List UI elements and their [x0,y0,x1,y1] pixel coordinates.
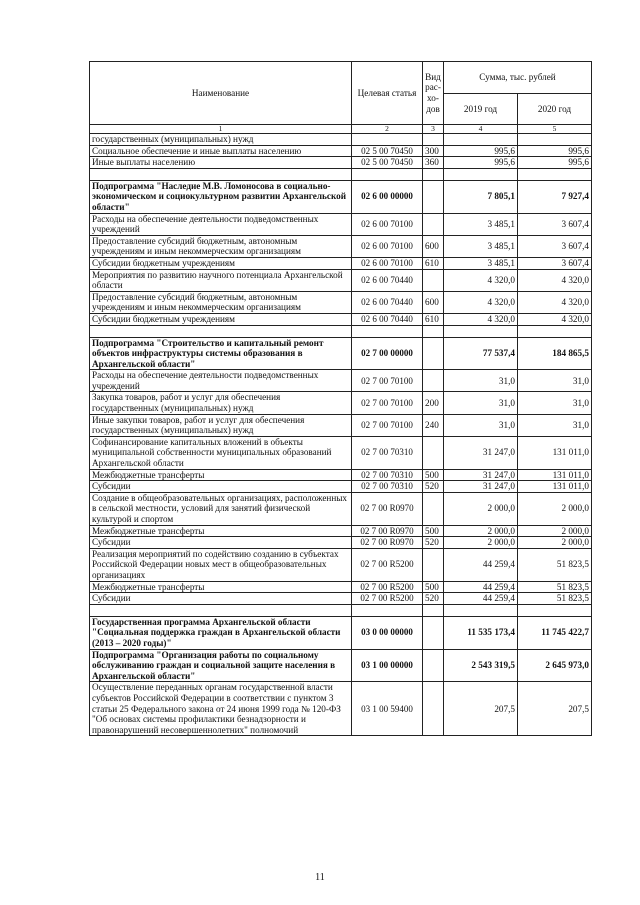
row-amount-2020: 131 011,0 [518,469,592,481]
row-amount-2019: 31 247,0 [444,436,518,469]
row-target-code: 02 7 00 R5200 [352,581,423,593]
row-expense-type: 300 [423,145,444,157]
row-amount-2020: 51 823,5 [518,548,592,581]
row-amount-2019: 31,0 [444,392,518,414]
row-expense-type [423,492,444,525]
row-amount-2019: 11 535 173,4 [444,616,518,649]
budget-table [89,61,592,736]
row-expense-type [423,649,444,682]
row-amount-2020: 4 320,0 [518,313,592,325]
row-target-code: 02 7 00 R5200 [352,548,423,581]
row-amount-2020: 131 011,0 [518,481,592,493]
row-amount-2020: 2 000,0 [518,492,592,525]
row-expense-type: 600 [423,291,444,313]
row-expense-type: 520 [423,481,444,493]
table-row [90,649,592,682]
row-target-code: 02 7 00 70100 [352,370,423,392]
table-row [90,337,592,370]
column-number: 4 [444,125,518,134]
row-amount-2019: 7 805,1 [444,180,518,213]
table-row [90,313,592,325]
row-amount-2020: 995,6 [518,145,592,157]
row-expense-type [423,180,444,213]
row-expense-type: 500 [423,469,444,481]
row-name: Расходы на обеспечение деятельности подведомственных учреждений [90,370,352,392]
table-row [90,436,592,469]
row-expense-type [423,213,444,235]
row-expense-type: 200 [423,392,444,414]
row-amount-2019: 2 000,0 [444,525,518,537]
spacer-row [90,325,592,337]
page-number: 11 [315,872,325,883]
row-name: Подпрограмма "Наследие М.В. Ломоносова в социально-экономическом и социокультурном развитии Архангельской области" [90,180,352,213]
row-target-code: 02 7 00 00000 [352,337,423,370]
row-amount-2019: 3 485,1 [444,235,518,257]
table-row [90,157,592,169]
row-target-code: 03 1 00 59400 [352,682,423,736]
header-year-2019: 2019 год [444,94,518,125]
row-amount-2019: 4 320,0 [444,313,518,325]
row-amount-2020: 31,0 [518,370,592,392]
row-target-code: 02 7 00 70100 [352,414,423,436]
header-sum: Сумма, тыс. рублей [444,62,592,94]
row-amount-2019: 31 247,0 [444,481,518,493]
row-expense-type [423,134,444,146]
row-target-code: 02 6 00 70100 [352,235,423,257]
row-amount-2020: 31,0 [518,392,592,414]
row-amount-2019: 31 247,0 [444,469,518,481]
row-target-code: 02 7 00 R5200 [352,593,423,605]
row-name: Софинансирование капитальных вложений в объекты муниципальной собственности муниципальных образований Архангельской области [90,436,352,469]
row-expense-type: 520 [423,593,444,605]
row-name: Иные закупки товаров, работ и услуг для обеспечения государственных (муниципальных) нужд [90,414,352,436]
table-row [90,180,592,213]
header-name: Наименование [90,62,352,125]
row-target-code: 02 7 00 70100 [352,392,423,414]
row-name: Субсидии бюджетным учреждениям [90,313,352,325]
row-amount-2020: 4 320,0 [518,269,592,291]
column-number: 2 [352,125,423,134]
row-amount-2020: 995,6 [518,157,592,169]
row-target-code: 02 6 00 00000 [352,180,423,213]
table-row [90,414,592,436]
row-amount-2019: 44 259,4 [444,548,518,581]
row-amount-2019: 995,6 [444,157,518,169]
row-name: Создание в общеобразовательных организациях, расположенных в сельской местности, условий для занятий физической культурой и спортом [90,492,352,525]
header-target-article: Целевая статья [352,62,423,125]
row-name: Межбюджетные трансферты [90,581,352,593]
row-amount-2019: 44 259,4 [444,581,518,593]
row-amount-2020: 7 927,4 [518,180,592,213]
row-target-code: 02 5 00 70450 [352,145,423,157]
row-name: Социальное обеспечение и иные выплаты населению [90,145,352,157]
table-row [90,469,592,481]
row-expense-type: 500 [423,525,444,537]
header-year-2020: 2020 год [518,94,592,125]
row-amount-2019: 4 320,0 [444,269,518,291]
row-amount-2019: 31,0 [444,370,518,392]
table-row [90,291,592,313]
row-amount-2019: 31,0 [444,414,518,436]
row-name: Мероприятия по развитию научного потенциала Архангельской области [90,269,352,291]
column-number: 1 [90,125,352,134]
row-expense-type [423,548,444,581]
row-amount-2019: 44 259,4 [444,593,518,605]
table-row [90,481,592,493]
row-name: Реализация мероприятий по содействию созданию в субъектах Российской Федерации новых мест в общеобразовательных организациях [90,548,352,581]
row-target-code [352,134,423,146]
table-row [90,593,592,605]
column-number: 5 [518,125,592,134]
row-name: Субсидии бюджетным учреждениям [90,257,352,269]
table-row [90,682,592,736]
row-target-code: 02 7 00 R0970 [352,537,423,549]
row-amount-2020: 3 607,4 [518,257,592,269]
row-target-code: 03 0 00 00000 [352,616,423,649]
row-expense-type: 610 [423,313,444,325]
row-amount-2019: 207,5 [444,682,518,736]
row-amount-2020: 51 823,5 [518,593,592,605]
table-row [90,269,592,291]
row-amount-2019: 3 485,1 [444,257,518,269]
row-expense-type [423,269,444,291]
row-amount-2020: 3 607,4 [518,235,592,257]
row-amount-2019: 2 000,0 [444,492,518,525]
row-amount-2020: 2 000,0 [518,537,592,549]
row-name: Межбюджетные трансферты [90,525,352,537]
row-name: Расходы на обеспечение деятельности подведомственных учреждений [90,213,352,235]
column-number: 3 [423,125,444,134]
table-row [90,370,592,392]
row-amount-2020: 2 000,0 [518,525,592,537]
row-amount-2019: 77 537,4 [444,337,518,370]
table-row [90,548,592,581]
table-row [90,525,592,537]
row-name: Иные выплаты населению [90,157,352,169]
row-amount-2019 [444,134,518,146]
row-amount-2020: 207,5 [518,682,592,736]
row-name: государственных (муниципальных) нужд [90,134,352,146]
row-name: Закупка товаров, работ и услуг для обеспечения государственных (муниципальных) нужд [90,392,352,414]
row-expense-type [423,337,444,370]
row-target-code: 03 1 00 00000 [352,649,423,682]
row-expense-type [423,370,444,392]
row-name: Субсидии [90,481,352,493]
row-amount-2019: 4 320,0 [444,291,518,313]
row-amount-2020: 11 745 422,7 [518,616,592,649]
row-target-code: 02 7 00 R0970 [352,492,423,525]
row-expense-type: 520 [423,537,444,549]
row-target-code: 02 7 00 70310 [352,436,423,469]
row-amount-2019: 2 000,0 [444,537,518,549]
row-expense-type: 500 [423,581,444,593]
row-name: Субсидии [90,537,352,549]
row-expense-type: 360 [423,157,444,169]
row-amount-2020: 2 645 973,0 [518,649,592,682]
row-name: Субсидии [90,593,352,605]
table-row [90,581,592,593]
table-row [90,392,592,414]
row-expense-type [423,436,444,469]
table-row [90,145,592,157]
table-row [90,134,592,146]
row-target-code: 02 6 00 70100 [352,257,423,269]
row-amount-2020: 184 865,5 [518,337,592,370]
row-target-code: 02 6 00 70440 [352,291,423,313]
spacer-row [90,604,592,616]
row-target-code: 02 6 00 70440 [352,313,423,325]
row-name: Межбюджетные трансферты [90,469,352,481]
row-amount-2019: 2 543 319,5 [444,649,518,682]
table-row [90,235,592,257]
row-amount-2020: 131 011,0 [518,436,592,469]
table-row [90,616,592,649]
table-row [90,537,592,549]
row-target-code: 02 7 00 70310 [352,481,423,493]
row-name: Предоставление субсидий бюджетным, автономным учреждениям и иным некоммерческим организациям [90,291,352,313]
row-expense-type: 600 [423,235,444,257]
row-name: Подпрограмма "Организация работы по социальному обслуживанию граждан и социальной защите населения в Архангельской области" [90,649,352,682]
table-row [90,257,592,269]
row-amount-2019: 3 485,1 [444,213,518,235]
row-target-code: 02 7 00 70310 [352,469,423,481]
row-expense-type [423,682,444,736]
row-name: Предоставление субсидий бюджетным, автономным учреждениям и иным некоммерческим организациям [90,235,352,257]
row-amount-2020: 31,0 [518,414,592,436]
row-target-code: 02 6 00 70440 [352,269,423,291]
row-name: Подпрограмма "Строительство и капитальный ремонт объектов инфраструктуры системы образования в Архангельской области" [90,337,352,370]
table-row [90,213,592,235]
row-amount-2019: 995,6 [444,145,518,157]
row-amount-2020: 51 823,5 [518,581,592,593]
row-amount-2020 [518,134,592,146]
row-name: Государственная программа Архангельской области "Социальная поддержка граждан в Архангельской области (2013 – 2020 годы)" [90,616,352,649]
row-target-code: 02 6 00 70100 [352,213,423,235]
table-row [90,492,592,525]
row-expense-type: 610 [423,257,444,269]
row-expense-type [423,616,444,649]
row-target-code: 02 5 00 70450 [352,157,423,169]
row-target-code: 02 7 00 R0970 [352,525,423,537]
row-amount-2020: 4 320,0 [518,291,592,313]
row-amount-2020: 3 607,4 [518,213,592,235]
row-name: Осуществление переданных органам государственной власти субъектов Российской Федерации в соответствии с пунктом 3 статьи 25 Федерального закона от 24 июня 1999 года № 120-ФЗ "Об основах системы профилактики безнадзорности и правонарушений несовершеннолетних" полномочий [90,682,352,736]
row-expense-type: 240 [423,414,444,436]
spacer-row [90,168,592,180]
header-expense-type: Вид рас-хо-дов [423,62,444,125]
